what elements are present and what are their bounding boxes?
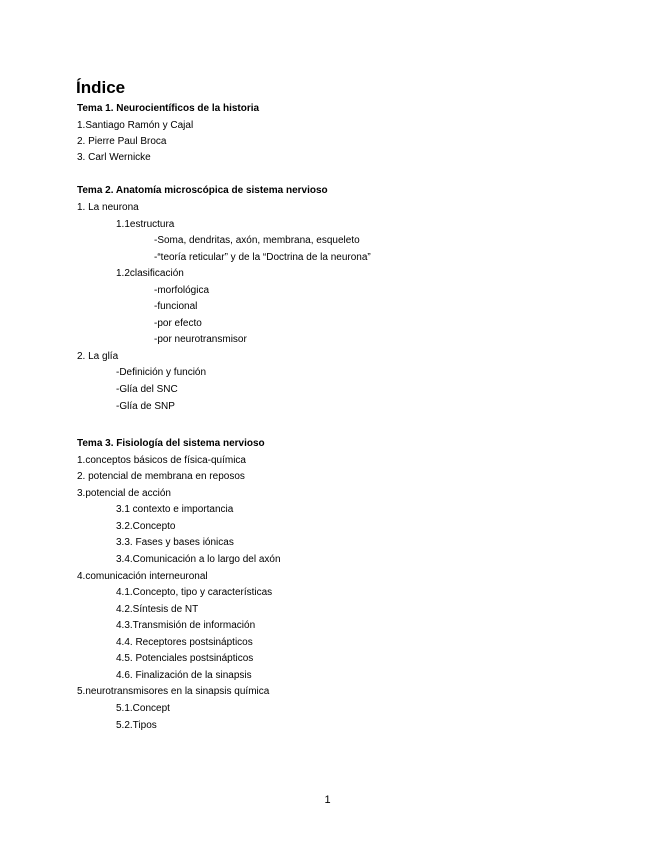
list-item: -por neurotransmisor	[154, 334, 247, 345]
list-item: 3.potencial de acción	[77, 488, 171, 499]
list-item: 4.4. Receptores postsinápticos	[116, 637, 253, 648]
page-number: 1	[324, 794, 331, 806]
list-item: 4.3.Transmisión de información	[116, 620, 256, 631]
list-item: 2. La glía	[77, 351, 119, 362]
list-item: 5.neurotransmisores en la sinapsis química	[77, 686, 270, 697]
list-item: -por efecto	[154, 318, 202, 329]
list-item: 1.conceptos básicos de física-química	[77, 455, 246, 466]
list-item: 3.2.Concepto	[116, 521, 176, 532]
list-item: 1.1estructura	[116, 219, 175, 230]
list-item: 3.3. Fases y bases iónicas	[116, 537, 234, 548]
list-item: 4.2.Síntesis de NT	[116, 604, 199, 615]
list-item: 5.1.Concept	[116, 703, 170, 714]
section-heading-tema2: Tema 2. Anatomía microscópica de sistema nervioso	[77, 185, 328, 196]
page-title: Índice	[76, 78, 126, 97]
list-item: 2. potencial de membrana en reposos	[77, 471, 245, 482]
list-item: 1. La neurona	[77, 202, 139, 213]
list-item: -“teoría reticular” y de la “Doctrina de la neurona”	[154, 252, 371, 263]
list-item: -morfológica	[154, 285, 210, 296]
list-item: 3.4.Comunicación a lo largo del axón	[116, 554, 281, 565]
list-item: 4.5. Potenciales postsinápticos	[116, 653, 254, 664]
list-item: 4.comunicación interneuronal	[77, 571, 208, 582]
list-item: 3. Carl Wernicke	[77, 152, 151, 163]
section-heading-tema3: Tema 3. Fisiología del sistema nervioso	[77, 438, 265, 449]
list-item: 3.1 contexto e importancia	[116, 504, 234, 515]
list-item: 1.Santiago Ramón y Cajal	[77, 120, 194, 131]
list-item: -funcional	[154, 301, 198, 312]
list-item: 2. Pierre Paul Broca	[77, 136, 167, 147]
section-heading-tema1: Tema 1. Neurocientíficos de la historia	[77, 103, 260, 114]
list-item: 4.6. Finalización de la sinapsis	[116, 670, 252, 681]
list-item: -Definición y función	[116, 367, 207, 378]
list-item: 5.2.Tipos	[116, 720, 157, 731]
list-item: -Glía de SNP	[116, 401, 175, 412]
list-item: 4.1.Concepto, tipo y características	[116, 587, 273, 598]
list-item: -Soma, dendritas, axón, membrana, esqueleto	[154, 235, 360, 246]
list-item: 1.2clasificación	[116, 268, 184, 279]
list-item: -Glía del SNC	[116, 384, 178, 395]
